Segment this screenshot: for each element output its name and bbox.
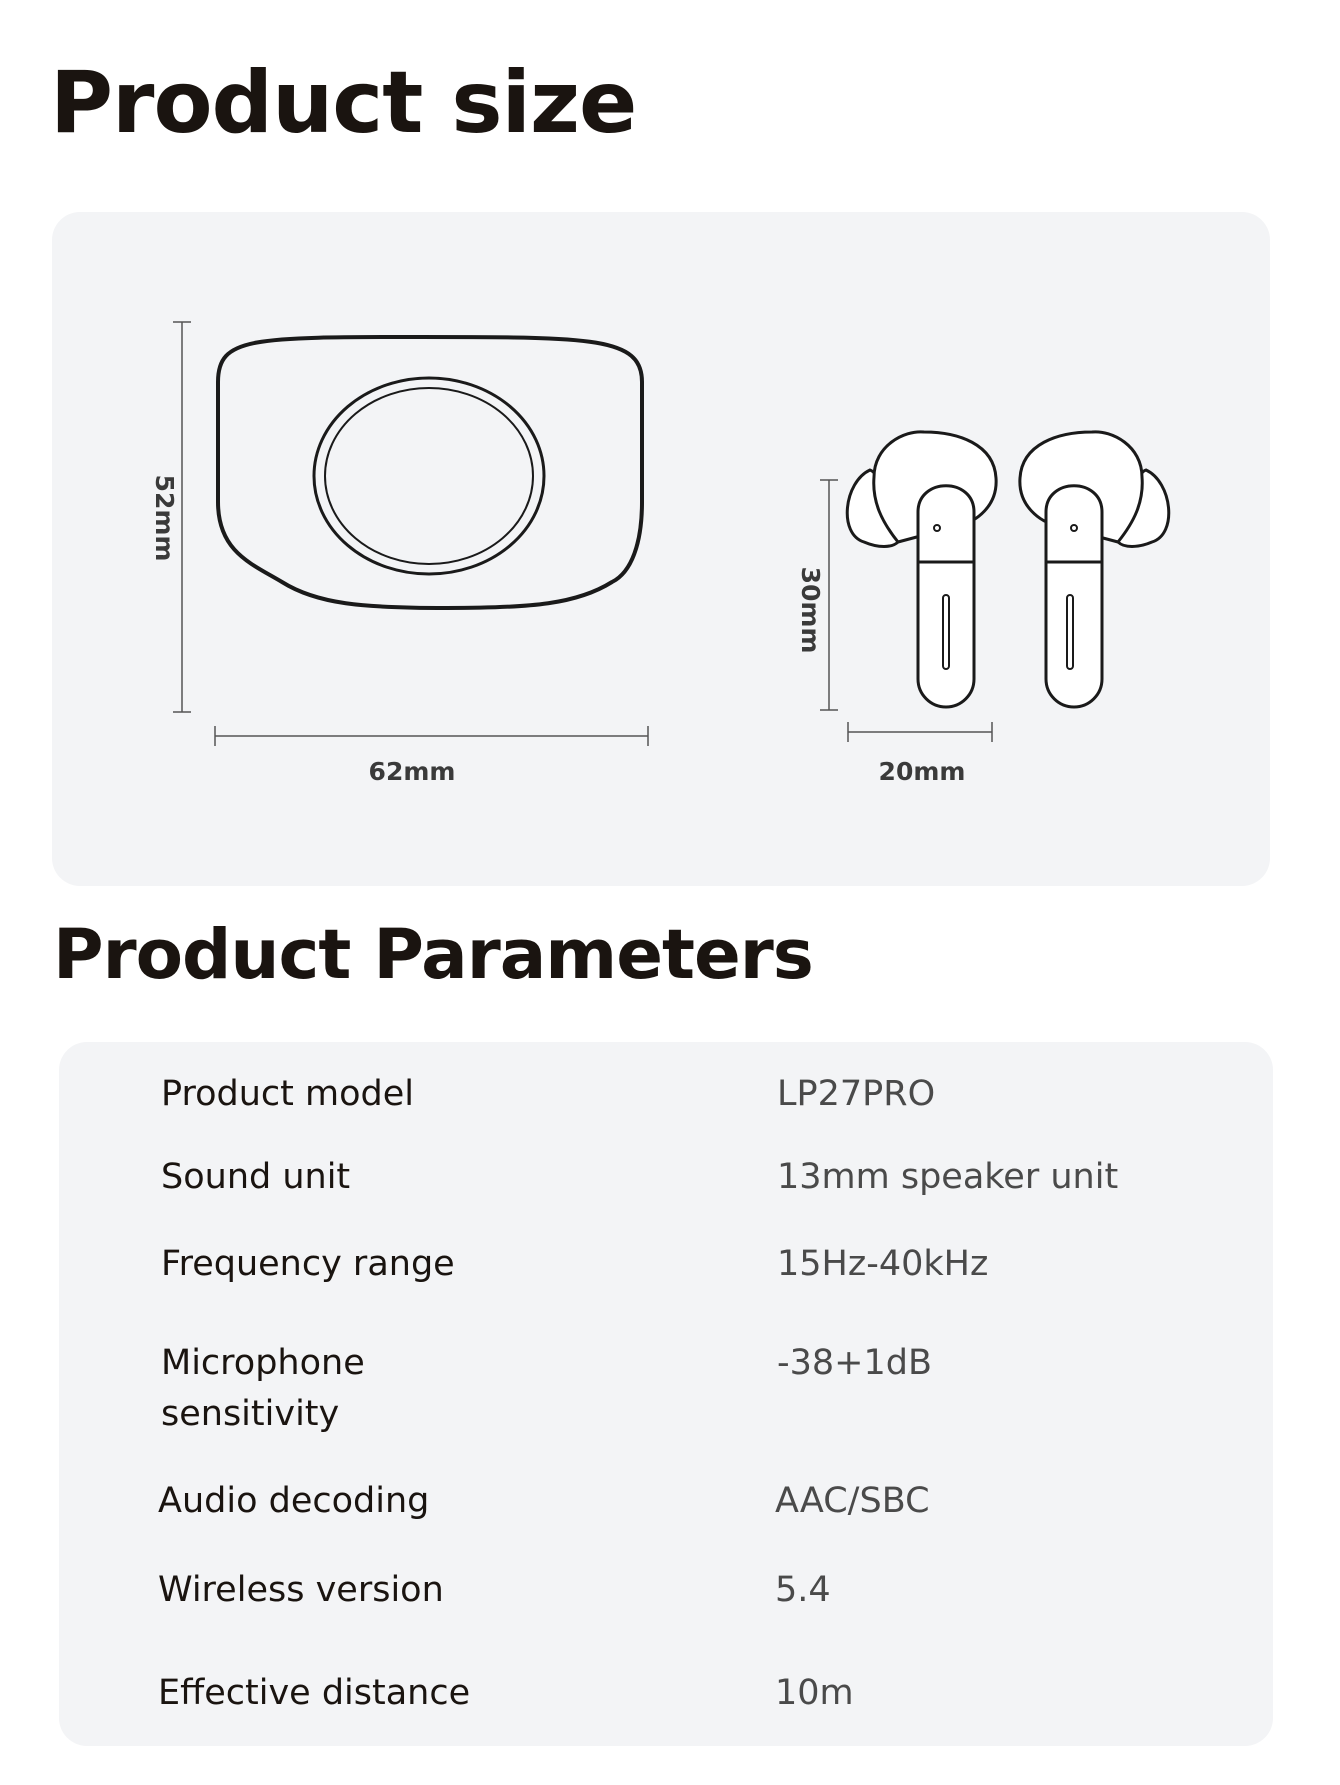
right-earbud-illustration [1020,432,1169,707]
param-label: Microphone sensitivity [161,1343,365,1434]
param-label: Audio decoding [158,1481,430,1521]
case-height-label: 52mm [150,474,179,562]
product-size-panel [52,212,1270,886]
left-earbud-illustration [847,432,996,707]
product-dimensions-diagram [52,212,1270,886]
earbud-width-label: 20mm [878,757,966,786]
param-label: Effective distance [158,1673,471,1713]
param-value: 5.4 [775,1570,831,1610]
param-value: -38+1dB [777,1343,932,1383]
case-width-dimension [215,726,648,746]
param-value: AAC/SBC [775,1481,930,1521]
param-label: Wireless version [158,1570,444,1610]
product-parameters-title: Product Parameters [53,915,813,995]
param-value: 15Hz-40kHz [777,1244,989,1284]
charging-case-lid-outer [314,378,544,574]
product-parameters-table [59,1042,1273,1746]
earbud-height-label: 30mm [796,566,825,654]
param-label: Sound unit [161,1157,351,1197]
left-earbud-head [918,486,974,562]
right-earbud-mic-slot [1067,595,1073,669]
case-width-label: 62mm [368,757,456,786]
right-earbud-sensor [1071,525,1077,531]
right-earbud-head [1046,486,1102,562]
charging-case-illustration [218,337,642,608]
charging-case-lid-inner [325,388,533,564]
param-value: 10m [775,1673,854,1713]
earbud-width-dimension [848,722,992,742]
left-earbud-mic-slot [943,595,949,669]
param-label: Frequency range [161,1244,455,1284]
param-value: LP27PRO [777,1074,936,1114]
product-size-title: Product size [50,53,637,153]
param-value: 13mm speaker unit [777,1157,1119,1197]
left-earbud-sensor [934,525,940,531]
param-label: Product model [161,1074,414,1114]
